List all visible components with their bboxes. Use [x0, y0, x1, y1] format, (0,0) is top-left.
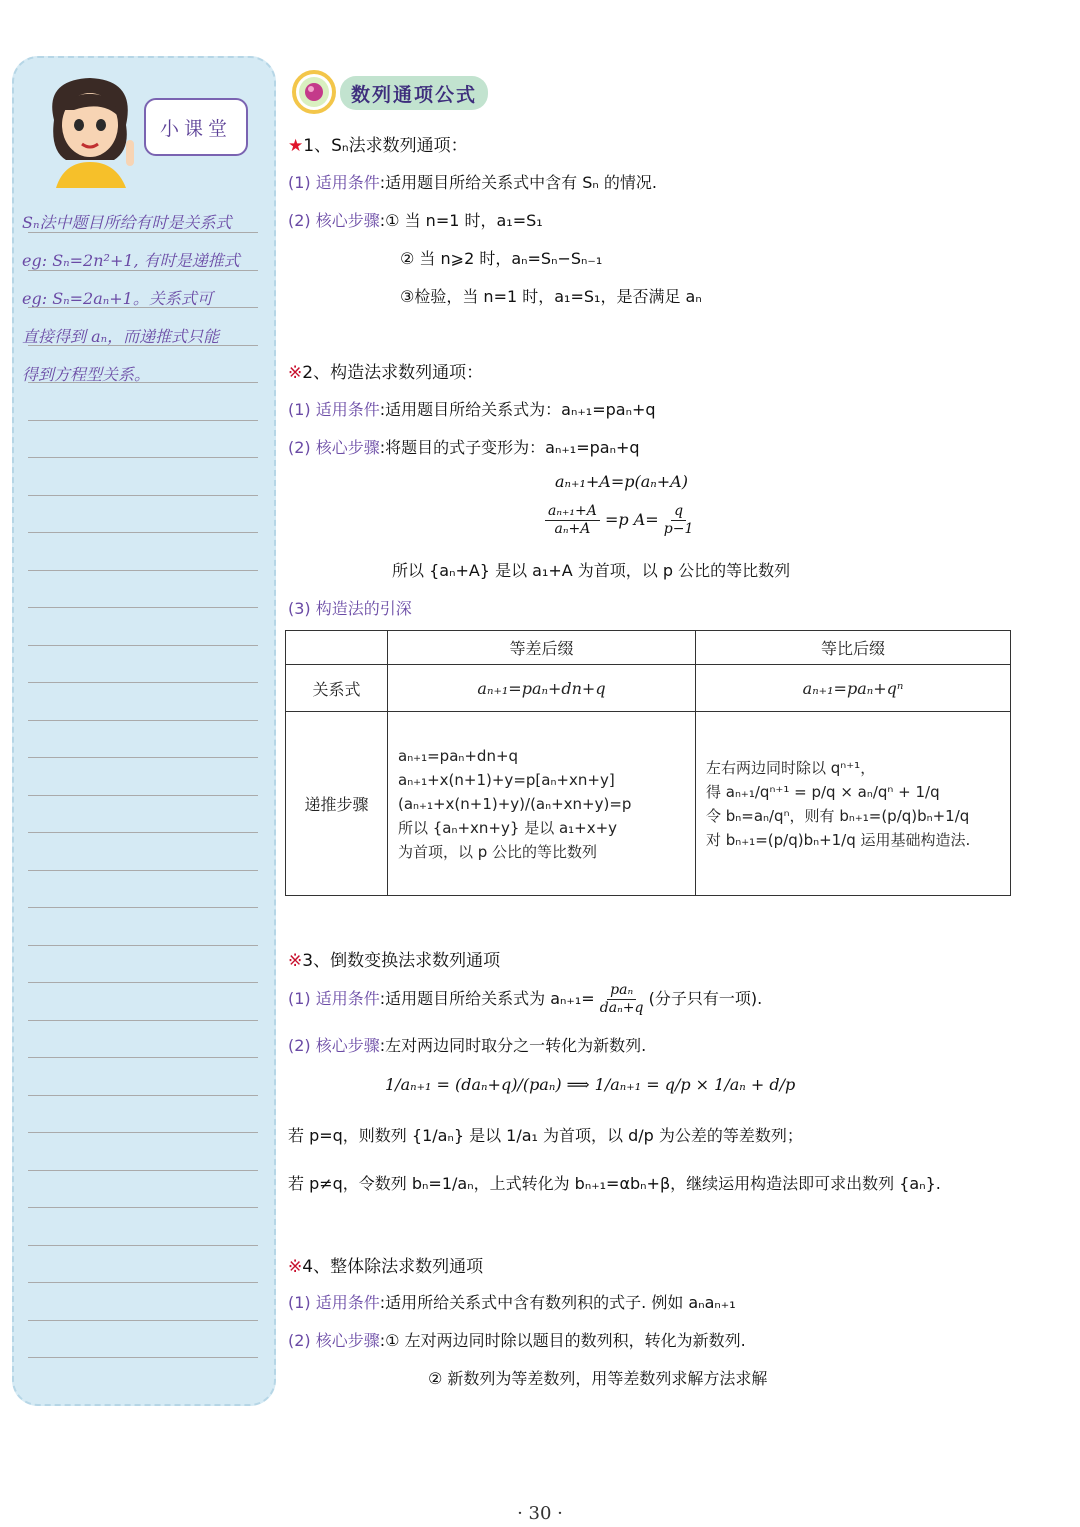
sidebar-note-line: eg: Sₙ=2aₙ+1。关系式可	[22, 289, 213, 308]
s1-step: (2) 核心步骤:① 当 n=1 时，a₁=S₁	[288, 211, 543, 230]
s1-condition: (1) 适用条件:适用题目所给关系式中含有 Sₙ 的情况.	[288, 173, 657, 192]
s2-heading: ※2、构造法求数列通项：	[288, 363, 484, 383]
s2-condition: (1) 适用条件:适用题目所给关系式为：aₙ₊₁=paₙ+q	[288, 400, 656, 419]
sidebar-rule	[28, 382, 258, 383]
sidebar-rule	[28, 232, 258, 233]
sidebar-rule	[28, 1282, 258, 1283]
sidebar-rule	[28, 1245, 258, 1246]
table-cell: 左右两边同时除以 qⁿ⁺¹， 得 aₙ₊₁/qⁿ⁺¹ = p/q × aₙ/qⁿ + 1/q 令 bₙ=aₙ/qⁿ，则有 bₙ₊₁=(p/q)bₙ+1/q 对 bₙ₊₁=(p/q)bₙ+1/q 运用基础构造法.	[696, 712, 1011, 896]
sidebar-rule	[28, 495, 258, 496]
ball-icon	[292, 70, 336, 114]
section-title: 数列通项公式	[340, 76, 488, 110]
table-header-empty	[286, 631, 388, 665]
sidebar-rule	[28, 870, 258, 871]
table-cell: aₙ₊₁=paₙ+dn+q	[388, 665, 696, 712]
sidebar-rule	[28, 1132, 258, 1133]
sidebar-rule	[28, 532, 258, 533]
s3-heading: ※3、倒数变换法求数列通项	[288, 951, 501, 971]
sidebar-rule	[28, 982, 258, 983]
sidebar-rule	[28, 832, 258, 833]
table-header: 等差后缀	[388, 631, 696, 665]
sidebar-note-line: 得到方程型关系。	[22, 365, 151, 384]
sidebar-note-line: eg: Sₙ=2n²+1, 有时是递推式	[22, 251, 240, 270]
sidebar-rule	[28, 420, 258, 421]
s1-step: ② 当 n⩾2 时，aₙ=Sₙ−Sₙ₋₁	[400, 249, 603, 268]
sidebar-rule	[28, 907, 258, 908]
s3-case-equal: 若 p=q，则数列 {1/aₙ} 是以 1/a₁ 为首项，以 d/p 为公差的等差数列；	[288, 1126, 803, 1145]
sidebar-rule	[28, 1057, 258, 1058]
sidebar-rule	[28, 1207, 258, 1208]
s4-heading: ※4、整体除法求数列通项	[288, 1257, 484, 1277]
s4-step: ② 新数列为等差数列，用等差数列求解方法求解	[428, 1369, 768, 1388]
construction-table	[285, 630, 1011, 896]
sidebar-rule	[28, 757, 258, 758]
s4-condition: (1) 适用条件:适用所给关系式中含有数列积的式子. 例如 aₙaₙ₊₁	[288, 1293, 736, 1312]
sidebar-rule	[28, 1357, 258, 1358]
table-header: 等比后缀	[696, 631, 1011, 665]
sidebar-rule	[28, 1095, 258, 1096]
s2-step: (2) 核心步骤:将题目的式子变形为：aₙ₊₁=paₙ+q	[288, 438, 640, 457]
sidebar-rule	[28, 1020, 258, 1021]
s3-step: (2) 核心步骤:左对两边同时取分之一转化为新数列.	[288, 1036, 647, 1055]
page-number: · 30 ·	[517, 1503, 563, 1524]
s2-fraction-equation: $\frac{\text{aₙ₊₁+A}}{\text{aₙ+A}}$ =p A= $\frac{q}{p-1}$	[545, 503, 693, 538]
sidebar-rule	[28, 720, 258, 721]
s4-step: (2) 核心步骤:① 左对两边同时除以题目的数列积，转化为新数列.	[288, 1331, 746, 1350]
sidebar-rule	[28, 682, 258, 683]
sidebar-rule	[28, 570, 258, 571]
table-row-label: 关系式	[286, 665, 388, 712]
s3-equation: 1/aₙ₊₁ = (daₙ+q)/(paₙ) ⟹ 1/aₙ₊₁ = q/p × 1/aₙ + d/p	[385, 1075, 796, 1094]
sidebar-rule	[28, 945, 258, 946]
teacher-avatar-icon	[34, 70, 146, 188]
s1-step: ③检验，当 n=1 时，a₁=S₁，是否满足 aₙ	[400, 287, 702, 306]
s2-equation: aₙ₊₁+A=p(aₙ+A)	[555, 472, 688, 491]
sidebar-rule	[28, 457, 258, 458]
s2-extension-tag: (3) 构造法的引深	[288, 599, 412, 618]
sidebar-rule	[28, 1320, 258, 1321]
class-badge: 小课堂	[144, 98, 248, 156]
sidebar-rule	[28, 307, 258, 308]
sidebar-rule	[28, 645, 258, 646]
sidebar-rule	[28, 270, 258, 271]
table-row-label: 递推步骤	[286, 712, 388, 896]
sidebar-note-line: Sₙ法中题目所给有时是关系式	[22, 213, 232, 232]
s1-heading: ★1、Sₙ法求数列通项：	[288, 136, 468, 156]
sidebar-rule	[28, 607, 258, 608]
sidebar-note-line: 直接得到 aₙ，而递推式只能	[22, 327, 220, 346]
s3-condition: (1) 适用条件:适用题目所给关系式为 aₙ₊₁= $\frac{\text{paₙ}}{\text{daₙ+q}}$ (分子只有一项).	[288, 982, 763, 1016]
sidebar-rule	[28, 795, 258, 796]
s3-case-unequal: 若 p≠q，令数列 bₙ=1/aₙ，上式转化为 bₙ₊₁=αbₙ+β，继续运用构造法即可求出数列 {aₙ}.	[288, 1174, 941, 1193]
table-cell: aₙ₊₁=paₙ+qⁿ	[696, 665, 1011, 712]
sidebar-rule	[28, 345, 258, 346]
s2-conclusion: 所以 {aₙ+A} 是以 a₁+A 为首项，以 p 公比的等比数列	[392, 561, 791, 580]
sidebar-rule	[28, 1170, 258, 1171]
table-cell: aₙ₊₁=paₙ+dn+q aₙ₊₁+x(n+1)+y=p[aₙ+xn+y] (aₙ₊₁+x(n+1)+y)/(aₙ+xn+y)=p 所以 {aₙ+xn+y} 是以 a₁+x+y 为首项，以 p 公比的等比数列	[388, 712, 696, 896]
